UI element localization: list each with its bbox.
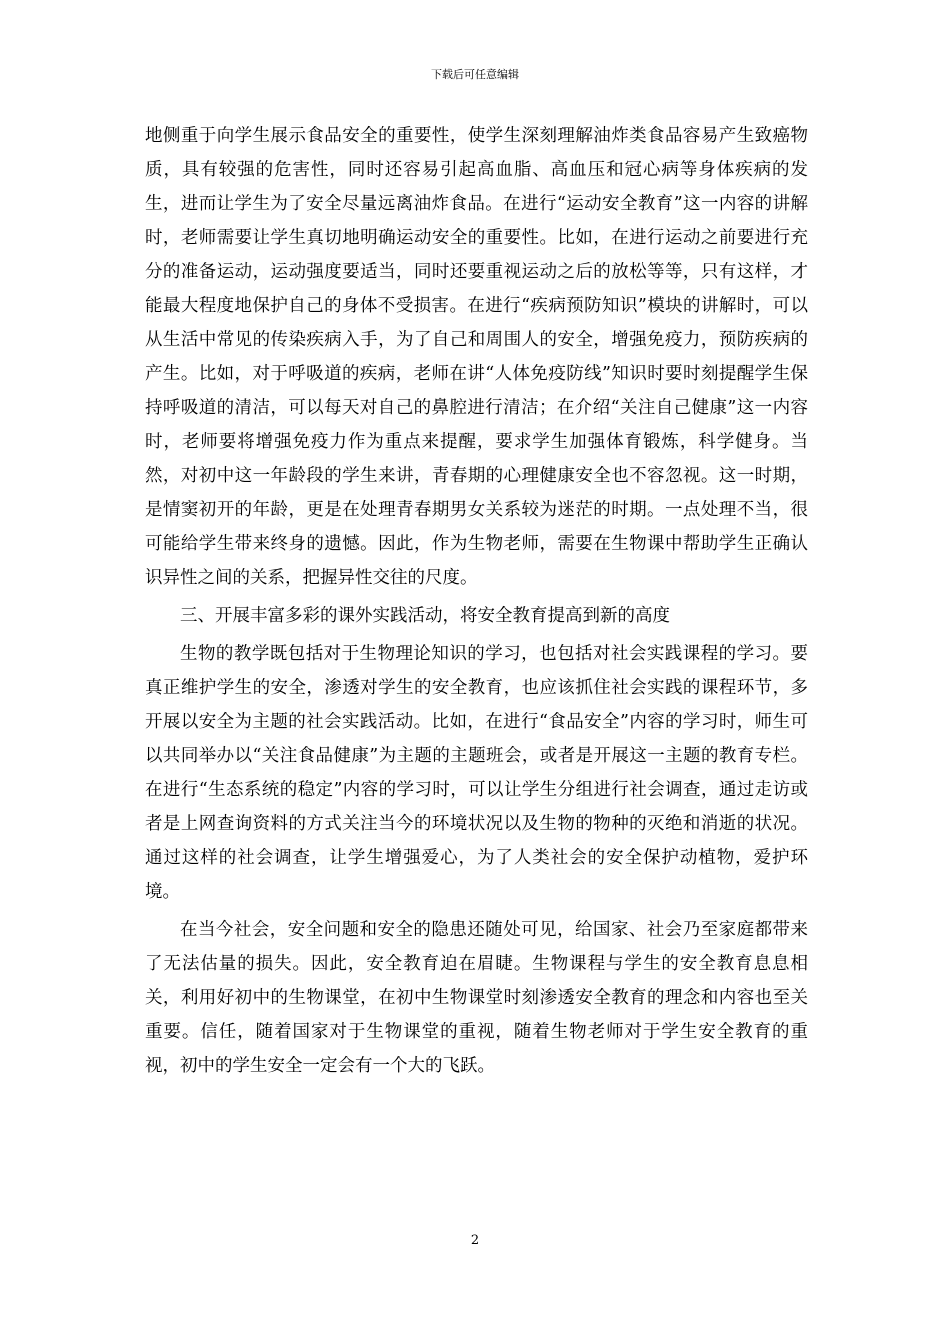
document-body — [145, 119, 808, 1083]
page-number: 2 — [470, 1233, 480, 1248]
body-paragraph-continued: 地侧重于向学生展示食品安全的重要性，使学生深刻理解油炸类食品容易产生致癌物质，具有较强的危害性，同时还容易引起高血脂、高血压和冠心病等身体疾病的发生，进而让学生为了安全尽量远离油炸食品。在进行“运动安全教育”这一内容的讲解时，老师需要让学生真切地明确运动安全的重要性。比如，在进行运动之前要进行充分的准备运动，运动强度要适当，同时还要重视运动之后的放松等等，只有这样，才能最大程度地保护自己的身体不受损害。在进行“疾病预防知识”模块的讲解时，可以从生活中常见的传染疾病入手，为了自己和周围人的安全，增强免疫力，预防疾病的产生。比如，对于呼吸道的疾病，老师在讲“人体免疫防线”知识时要时刻提醒学生保持呼吸道的清洁，可以每天对自己的鼻腔进行清洁；在介绍“关注自己健康”这一内容时，老师要将增强免疫力作为重点来提醒，要求学生加强体育锻炼，科学健身。当然，对初中这一年龄段的学生来讲，青春期的心理健康安全也不容忽视。这一时期，是情窦初开的年龄，更是在处理青春期男女关系较为迷茫的时期。一点处理不当，很可能给学生带来终身的遗憾。因此，作为生物老师，需要在生物课中帮助学生正确认识异性之间的关系，把握异性交往的尺度。 — [145, 126, 808, 588]
body-paragraph: 生物的教学既包括对于生物理论知识的学习，也包括对社会实践课程的学习。要真正维护学生的安全，渗透对学生的安全教育，也应该抓住社会实践的课程环节，多开展以安全为主题的社会实践活动。比如，在进行“食品安全”内容的学习时，师生可以共同举办以“关注食品健康”为主题的主题班会，或者是开展这一主题的教育专栏。在进行“生态系统的稳定”内容的学习时，可以让学生分组进行社会调查，通过走访或者是上网查询资料的方式关注当今的环境状况以及生物的物种的灭绝和消逝的状况。通过这样的社会调查，让学生增强爱心，为了人类社会的安全保护动植物，爱护环境。 — [145, 644, 808, 902]
body-paragraph-conclusion: 在当今社会，安全问题和安全的隐患还随处可见，给国家、社会乃至家庭都带来了无法估量的损失。因此，安全教育迫在眉睫。生物课程与学生的安全教育息息相关，利用好初中的生物课堂，在初中生物课堂时刻渗透安全教育的理念和内容也至关重要。信任，随着国家对于生物课堂的重视，随着生物老师对于学生安全教育的重视，初中的学生安全一定会有一个大的飞跃。 — [145, 920, 808, 1076]
page-header: 下载后可任意编辑 — [431, 68, 519, 81]
section-heading: 三、开展丰富多彩的课外实践活动，将安全教育提高到新的高度 — [180, 606, 670, 626]
